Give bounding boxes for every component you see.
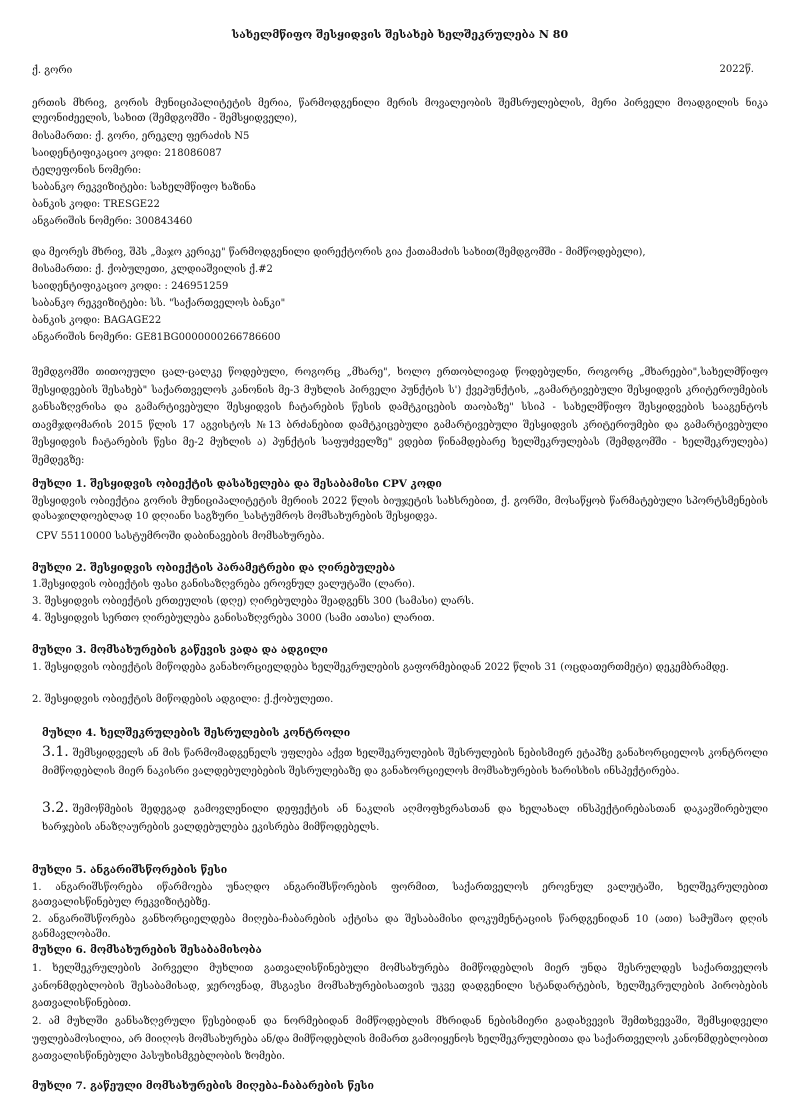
article3-heading: მუხლი 3. მომსახურების გაწევის ვადა და ადგილი: [32, 644, 328, 656]
article4-p1-number: 3.1.: [42, 744, 69, 760]
article4-p1-text: შემსყიდველს ან მის წარმომადგენელს უფლება აქვთ ხელშეკრულების შესრულების ნებისმიერ ეტაპზე განახორციელოს კონტროლი მიმწოდებლის მიერ ნაკისრი ვალდებულებების შესრულებაზე და განახორციელოს მომსახურების ხარისხის ინსპექტირება.: [42, 748, 768, 777]
article2-item: 1.შესყიდვის ობიექტის ფასი განისაზღვრება ეროვნულ ვალუტაში (ლარი).: [32, 579, 416, 590]
year: 2022წ.: [719, 64, 754, 75]
party1-address: მისამართი: ქ. გორი, ერეკლე ფერაძის N5: [32, 131, 250, 142]
party2-intro: და მეორეს მხრივ, შპს „მაჯო კერიკე" წარმოდგენილი დირექტორის გია ქათამაძის სახით(შემდგომში - მიმწოდებელი),: [32, 247, 646, 258]
party1-account: ანგარიშის ნომერი: 300843460: [32, 216, 193, 227]
party2-bank-code: ბანკის კოდი: BAGAGE22: [32, 315, 162, 326]
article3-item2: 2. შესყიდვის ობიექტის მიწოდების ადგილი: ქ.ქობულეთი.: [32, 694, 334, 705]
article6-item1: 1. ხელშეკრულების პირველი მუხლით გათვალისწინებული მომსახურება მიმწოდებლის მიერ უნდა შესრულდეს საქართველოს კანონმდებლობის შესაბამისად, ჯეროვნად, მსგავსი მომსახურებისათვის უკვე დადგენილი სტანდარტების, ხელშეკრულების პირობების გათვალისწინებით.: [32, 963, 768, 1009]
article7-heading: მუხლი 7. გაწეული მომსახურების მიღება-ჩაბარების წესი: [32, 1080, 374, 1092]
article2-item: 4. შესყიდვის სერთო ღირებულება განისაზღვრება 3000 (სამი ათასი) ლარით.: [32, 613, 435, 624]
document-title: სახელმწიფო შესყიდვის შესახებ ხელშეკრულება N 80: [231, 28, 569, 41]
party1-id-code: საიდენტიფიკაციო კოდი: 218086087: [32, 148, 222, 159]
party2-id-code: საიდენტიფიკაციო კოდი: : 246951259: [32, 281, 229, 292]
article4-p2-number: 3.2.: [42, 800, 69, 816]
article1-cpv: CPV 55110000 სასტუმროში დაბინავების მომსახურება.: [36, 531, 325, 542]
article1-heading: მუხლი 1. შესყიდვის ობიექტის დასახელება და შესაბამისი CPV კოდი: [32, 478, 442, 490]
article5-item1: 1. ანგარიშსწორება იწარმოება უნაღდო ანგარიშსწორების ფორმით, საქართველოს ეროვნულ ვალუტაში, ხელშეკრულებით გათვალისწინებულ რეკვიზიტებზე.: [32, 882, 768, 908]
article6-heading: მუხლი 6. მომსახურების შესაბამისობა: [32, 944, 262, 956]
article3-item1: 1. შესყიდვის ობიექტის მიწოდება განახორციელდება ხელშეკრულების გაფორმებიდან 2022 წლის 31 (ოცდათერთმეტი) დეკემბრამდე.: [32, 662, 729, 673]
party1-bank: საბანკო რეკვიზიტები: სახელმწიფო ხაზინა: [32, 182, 256, 193]
article2-item: 3. შესყიდვის ობიექტის ერთეულის (დღე) ღირებულება შეადგენს 300 (სამასი) ლარს.: [32, 596, 475, 607]
party1-intro: ერთის მხრივ, გორის მუნიციპალიტეტის მერია, წარმოდგენილი მერის მოვალეობის შემსრულებლის, მერი პირველი მოადგილის ნიკა ლეონიძეელის, სახით (შემდგომში - შემსყიდველი),: [32, 98, 768, 124]
article4-p2: [42, 800, 768, 836]
preamble: შემდგომში თითოეული ცალ-ცალკე წოდებული, როგორც „მხარე", ხოლო ერთობლივად წოდებულნი, როგორც „მხარეები",სახელმწიფო შესყიდვების შესახებ" საქართველოს კანონის მე-3 მუხლის პირველი პუნქტის ს') ქვეპუნქტის, „გამარტივებული შესყიდვის კრიტერიუმების განსაზღვრისა და გამარტივებული შესყიდვის ჩატარების წესის დამტკიცების თაობაზე" სსიპ - სახელმწიფო შესყიდვების სააგენტოს თავმჯდომარის 2015 წლის 17 აგვისტოს №13 ბრძანებით დამტკიცებული გამარტივებული შესყიდვის კრიტერიუმები და გამარტივებული შესყიდვის ჩატარების წესი მე-2 მუხლის ა) პუნქტის საფუძველზე" ვდებთ წინამდებარე ხელშეკრულებას (შემდგომში - ხელშეკრულება) შემდეგზე:: [32, 367, 768, 466]
article4-heading: მუხლი 4. ხელშეკრულების შესრულების კონტროლი: [42, 727, 351, 739]
article1-text: შესყიდვის ობიექტია გორის მუნიციპალიტეტის მერიის 2022 წლის ბიუჯეტის სახსრებით, ქ. გორში, მოსაწყობ წარმატებული სპორტსმენების დასაჯილდოებლად 10 დღიანი საგზური_სასტუმროს მომსახურების შესყიდვა.: [32, 496, 768, 522]
article5-item2: 2. ანგარიშსწორება განხორციელდება მიღება-ჩაბარების აქტისა და შესაბამისი დოკუმენტაციის წარდგენიდან 10 (ათი) სამუშაო დღის განმავლობაში.: [32, 914, 768, 940]
city: ქ. გორი: [32, 65, 73, 76]
party2-bank: საბანკო რეკვიზიტები: სს. "საქართველოს ბანკი": [32, 298, 286, 309]
article4-p2-text: შემოწმების შედეგად გამოვლენილი დეფექტის ან ნაკლის აღმოფხვრასთან და ხელახალ ინსპექტირებასთან დაკავშირებული ხარჯების ანაზღაურების ვალდებულება ეკისრება მიმწოდებელს.: [42, 804, 768, 833]
article4-p1: [42, 744, 768, 780]
party2-address: მისამართი: ქ. ქობულეთი, კლდიაშვილის ქ.#2: [32, 264, 273, 275]
party1-bank-code: ბანკის კოდი: TRESGE22: [32, 199, 160, 210]
article6-item2: 2. ამ მუხლში განსაზღვრული წესებიდან და ნორმებიდან მიმწოდებლის მხრიდან ნებისმიერი გადახვევის შემთხვევაში, შემსყიდველი უფლებამოსილია, არ მიიღოს მომსახურება ან/და მიმწოდებლის მიმართ გამოიყენოს ხელშეკრულებითა და საქართველოს კანონმდებლობით გათვალისწინებული პასუხისმგებლობის ზომები.: [32, 1016, 768, 1062]
party1-phone: ტელეფონის ნომერი:: [32, 165, 142, 176]
party2-account: ანგარიშის ნომერი: GE81BG0000000266786600: [32, 332, 281, 343]
article5-heading: მუხლი 5. ანგარიშსწორების წესი: [32, 864, 228, 876]
article2-heading: მუხლი 2. შესყიდვის ობიექტის პარამეტრები და ღირებულება: [32, 562, 396, 574]
